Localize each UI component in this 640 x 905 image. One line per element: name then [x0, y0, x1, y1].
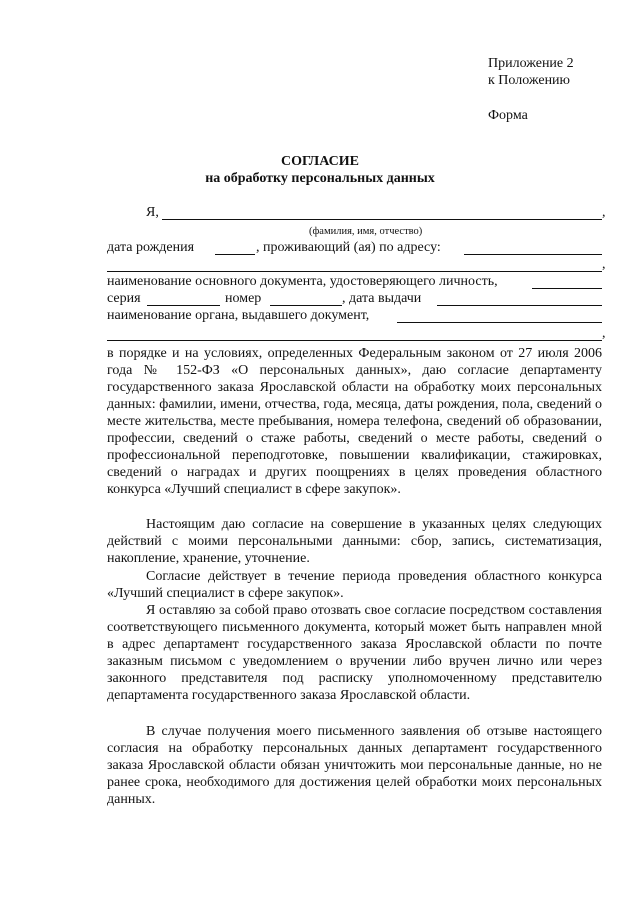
birth-date-label: дата рождения — [107, 240, 195, 255]
consent-paragraph-4: Я оставляю за собой право отозвать свое согласие посредством составления соответствующего письменного документа, который может быть направлен мной в адрес департамент государственного заказа Ярославской области по почте заказным письмом с уведомлением о вручении либо вручен лично или через законного представителя под расписку уполномоченному представителю департамента государственного заказа Ярославской области. — [107, 603, 602, 703]
series-field[interactable] — [147, 305, 220, 306]
issue-date-label: , дата выдачи — [342, 291, 422, 306]
number-field[interactable] — [270, 305, 342, 306]
id-document-label: наименование основного документа, удостоверяющего личность, — [107, 274, 498, 289]
number-label: номер — [225, 291, 262, 306]
regulation-label: к Положению — [488, 73, 571, 88]
birth-date-field[interactable] — [215, 254, 255, 255]
address-comma: , — [602, 257, 606, 272]
name-hint: (фамилия, имя, отчество) — [309, 226, 423, 237]
issuer-label: наименование органа, выдавшего документ, — [107, 308, 370, 323]
form-label: Форма — [488, 108, 528, 123]
name-comma: , — [602, 205, 606, 220]
id-document-field[interactable] — [532, 288, 602, 289]
series-label: серия — [107, 291, 141, 306]
address-label: , проживающий (ая) по адресу: — [256, 240, 441, 255]
issue-date-field[interactable] — [437, 305, 602, 306]
appendix-label: Приложение 2 — [488, 56, 574, 71]
consent-paragraph-1: в порядке и на условиях, определенных Федеральным законом от 27 июля 2006 года № 152-ФЗ «О персональных данных», даю согласие департаменту государственного заказа Ярославской области на обработку моих персональных данных: фамилии, имени, отчества, года, месяца, даты рождения, пола, сведений о месте жительства, месте пребывания, номера телефона, сведений об образовании, профессии, сведений о стаже работы, сведений о месте работы, сведений о профессиональной переподготовке, повышении квалификации, стажировках, сведений о наградах и других поощрениях в целях проведения областного конкурса «Лучший специалист в сфере закупок». — [107, 346, 602, 497]
consent-paragraph-2: Настоящим даю согласие на совершение в указанных целях следующих действий с моими персональными данными: сбор, запись, систематизация, накопление, хранение, уточнение. — [107, 517, 602, 566]
i-label: Я, — [146, 205, 159, 220]
issuer-comma: , — [602, 326, 606, 341]
full-name-field[interactable] — [162, 219, 602, 220]
consent-paragraph-3: Согласие действует в течение периода проведения областного конкурса «Лучший специалист в сфере закупок». — [107, 569, 602, 601]
document-title: СОГЛАСИЕ — [281, 154, 359, 169]
address-field[interactable] — [464, 254, 602, 255]
issuer-field[interactable] — [397, 322, 602, 323]
consent-paragraph-5: В случае получения моего письменного заявления об отзыве настоящего согласия на обработку персональных данных департамент государственного заказа Ярославской области обязан уничтожить мои персональные данные, но не ранее срока, необходимого для достижения целей обработки моих персональных данных. — [107, 724, 602, 807]
document-subtitle: на обработку персональных данных — [205, 171, 435, 186]
issuer-field-line2[interactable] — [107, 340, 602, 341]
address-field-line2[interactable] — [107, 271, 602, 272]
